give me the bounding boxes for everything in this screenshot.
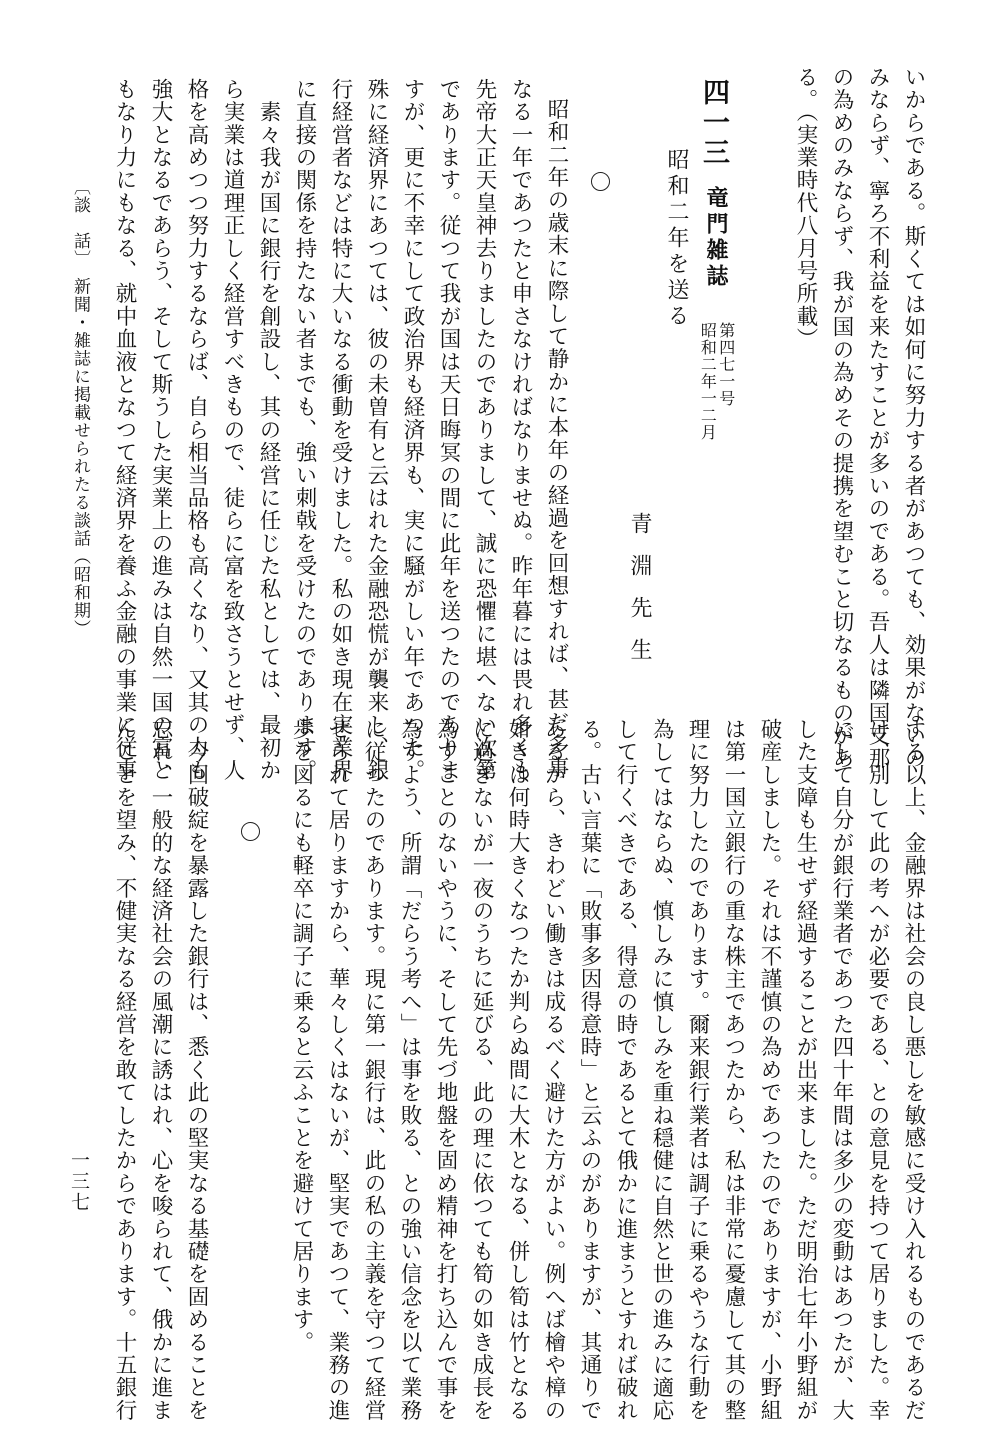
issue-date: 昭和二年一二月 [698, 322, 718, 441]
bottom-line-5: 破産しました。それは不謹慎の為めであつたのでありますが、小野組 [757, 718, 782, 1422]
bottom-line-10: る。古い言葉に「敗事多因得意時」と云ふのがありますが、其通りで [577, 718, 602, 1422]
top-line-2: みならず、寧ろ不利益を来たすことが多いのである。吾人は隣国支那 [865, 66, 890, 770]
body-line-7: 行経営者などは特に大いなる衝動を受けました。私の如き現在実業界 [328, 78, 353, 782]
body-line-9: 素々我が国に銀行を創設し、其の経営に任じた私としては、最初か [256, 78, 281, 782]
body-line-2: なる一年であつたと申さなければなりませぬ。昨年暮には畏れ多くも [508, 78, 533, 782]
subtitle: 昭和二年を送る [664, 148, 689, 330]
bottom-line-18: 歩を図るにも軽卒に調子に乗ると云ふことを避けて居ります。 [289, 718, 314, 1354]
section-marker-icon [591, 172, 610, 191]
body-line-13: もなり力にもなる、就中血液となつて経済界を養ふ金融の事業に従事 [112, 78, 137, 782]
body-line-1: 昭和二年の歳末に際して静かに本年の経過を回想すれば、甚だ多事 [544, 98, 569, 779]
bottom-line-8: 為してはならぬ、慎しみに慎しみを重ね穏健に自然と世の進みに適応 [649, 718, 674, 1422]
body-line-12: 強大となるであらう、そして斯うした実業上の進みは自然一国の富と [148, 78, 173, 782]
page-number: 一三七 [68, 1150, 90, 1213]
bottom-line-12: 如きは何時大きくなつたか判らぬ間に大木となる、併し筍は竹となる [505, 718, 530, 1422]
body-line-5: すが、更に不幸にして政治界も経済界も、実に騒がしい年であつた。 [400, 78, 425, 782]
bottom-line-1: する以上、金融界は社会の良し悪しを敏感に受け入れるものであるだ [901, 718, 926, 1422]
article-title: 竜門雑誌 [703, 186, 729, 290]
top-line-4: る。（実業時代八月号所載） [793, 66, 818, 351]
bottom-line-15: 為すよう、所謂「だらう考へ」は事を敗る、との強い信念を以て業務 [397, 718, 422, 1422]
bottom-line-16: に従つたのであります。現に第一銀行は、此の私の主義を守つて経営 [361, 718, 386, 1422]
body-line-11: 格を高めつつ努力するならば、自ら相当品格も高くなり、又其の力も [184, 78, 209, 782]
running-head: 〔談 話〕 新聞・雑誌に掲載せられたる談話（昭和期） [70, 178, 90, 638]
issue-number: 第四七一号 [716, 322, 736, 407]
bottom-line-17: せられて居りますから、華々しくはないが、堅実であつて、業務の進 [325, 718, 350, 1422]
bottom-line-19: 今回破綻を暴露した銀行は、悉く此の堅実なる基礎を固めることを [184, 718, 209, 1422]
bottom-line-3: にして自分が銀行業者であつた四十年間は多少の変動はあつたが、大 [829, 718, 854, 1422]
body-line-3: 先帝大正天皇神去りましたのでありまして、誠に恐懼に堪へない次第 [472, 78, 497, 782]
section-marker-icon [241, 822, 260, 841]
bottom-line-6: は第一国立銀行の重な株主であつたから、私は非常に憂慮して其の整 [721, 718, 746, 1422]
top-line-1: いからである。斯くては如何に努力する者があつても、効果がないの [901, 66, 926, 770]
author: 青淵先生 [627, 512, 652, 680]
section-number: 四一三 [698, 78, 729, 168]
body-line-8: に直接の関係を持たない者までも、強い刺戟を受けたのであります。 [292, 78, 317, 782]
bottom-line-9: して行くべきである、得意の時であるとて俄かに進まうとすれば破れ [613, 718, 638, 1422]
body-line-6: 殊に経済界にあつては、彼の未曽有と云はれた金融恐慌が襲来し、銀 [364, 78, 389, 782]
bottom-line-11: あるから、きわどい働きは成るべく避けた方がよい。例へば檜や樟の [541, 718, 566, 1422]
bottom-line-7: 理に努力したのであります。爾来銀行業者は調子に乗るやうな行動を [685, 718, 710, 1422]
bottom-line-2: け、別して此の考へが必要である、との意見を持つて居りました。幸 [865, 718, 890, 1422]
top-line-3: の為めのみならず、我が国の為めその提携を望むこと切なるものがあ [829, 66, 854, 770]
bottom-line-21: んことを望み、不健実なる経営を敢てしたからであります。十五銀行 [112, 718, 137, 1422]
bottom-line-14: 為すことのないやうに、そして先づ地盤を固め精神を打ち込んで事を [433, 718, 458, 1422]
body-line-10: ら実業は道理正しく経営すべきもので、徒らに富を致さうとせず、人 [220, 78, 245, 782]
issue-info [698, 322, 735, 441]
bottom-line-4: した支障も生せず経過することが出来ました。ただ明治七年小野組が [793, 718, 818, 1422]
bottom-line-13: に過ぎないが一夜のうちに延びる、此の理に依つても筍の如き成長を [469, 718, 494, 1422]
body-line-4: であります。従つて我が国は天日晦冥の間に此年を送つたのでありま [436, 78, 461, 782]
bottom-line-20: 忘れ、一般的な経済社会の風潮に誘はれ、心を唆られて、俄かに進ま [148, 718, 173, 1422]
